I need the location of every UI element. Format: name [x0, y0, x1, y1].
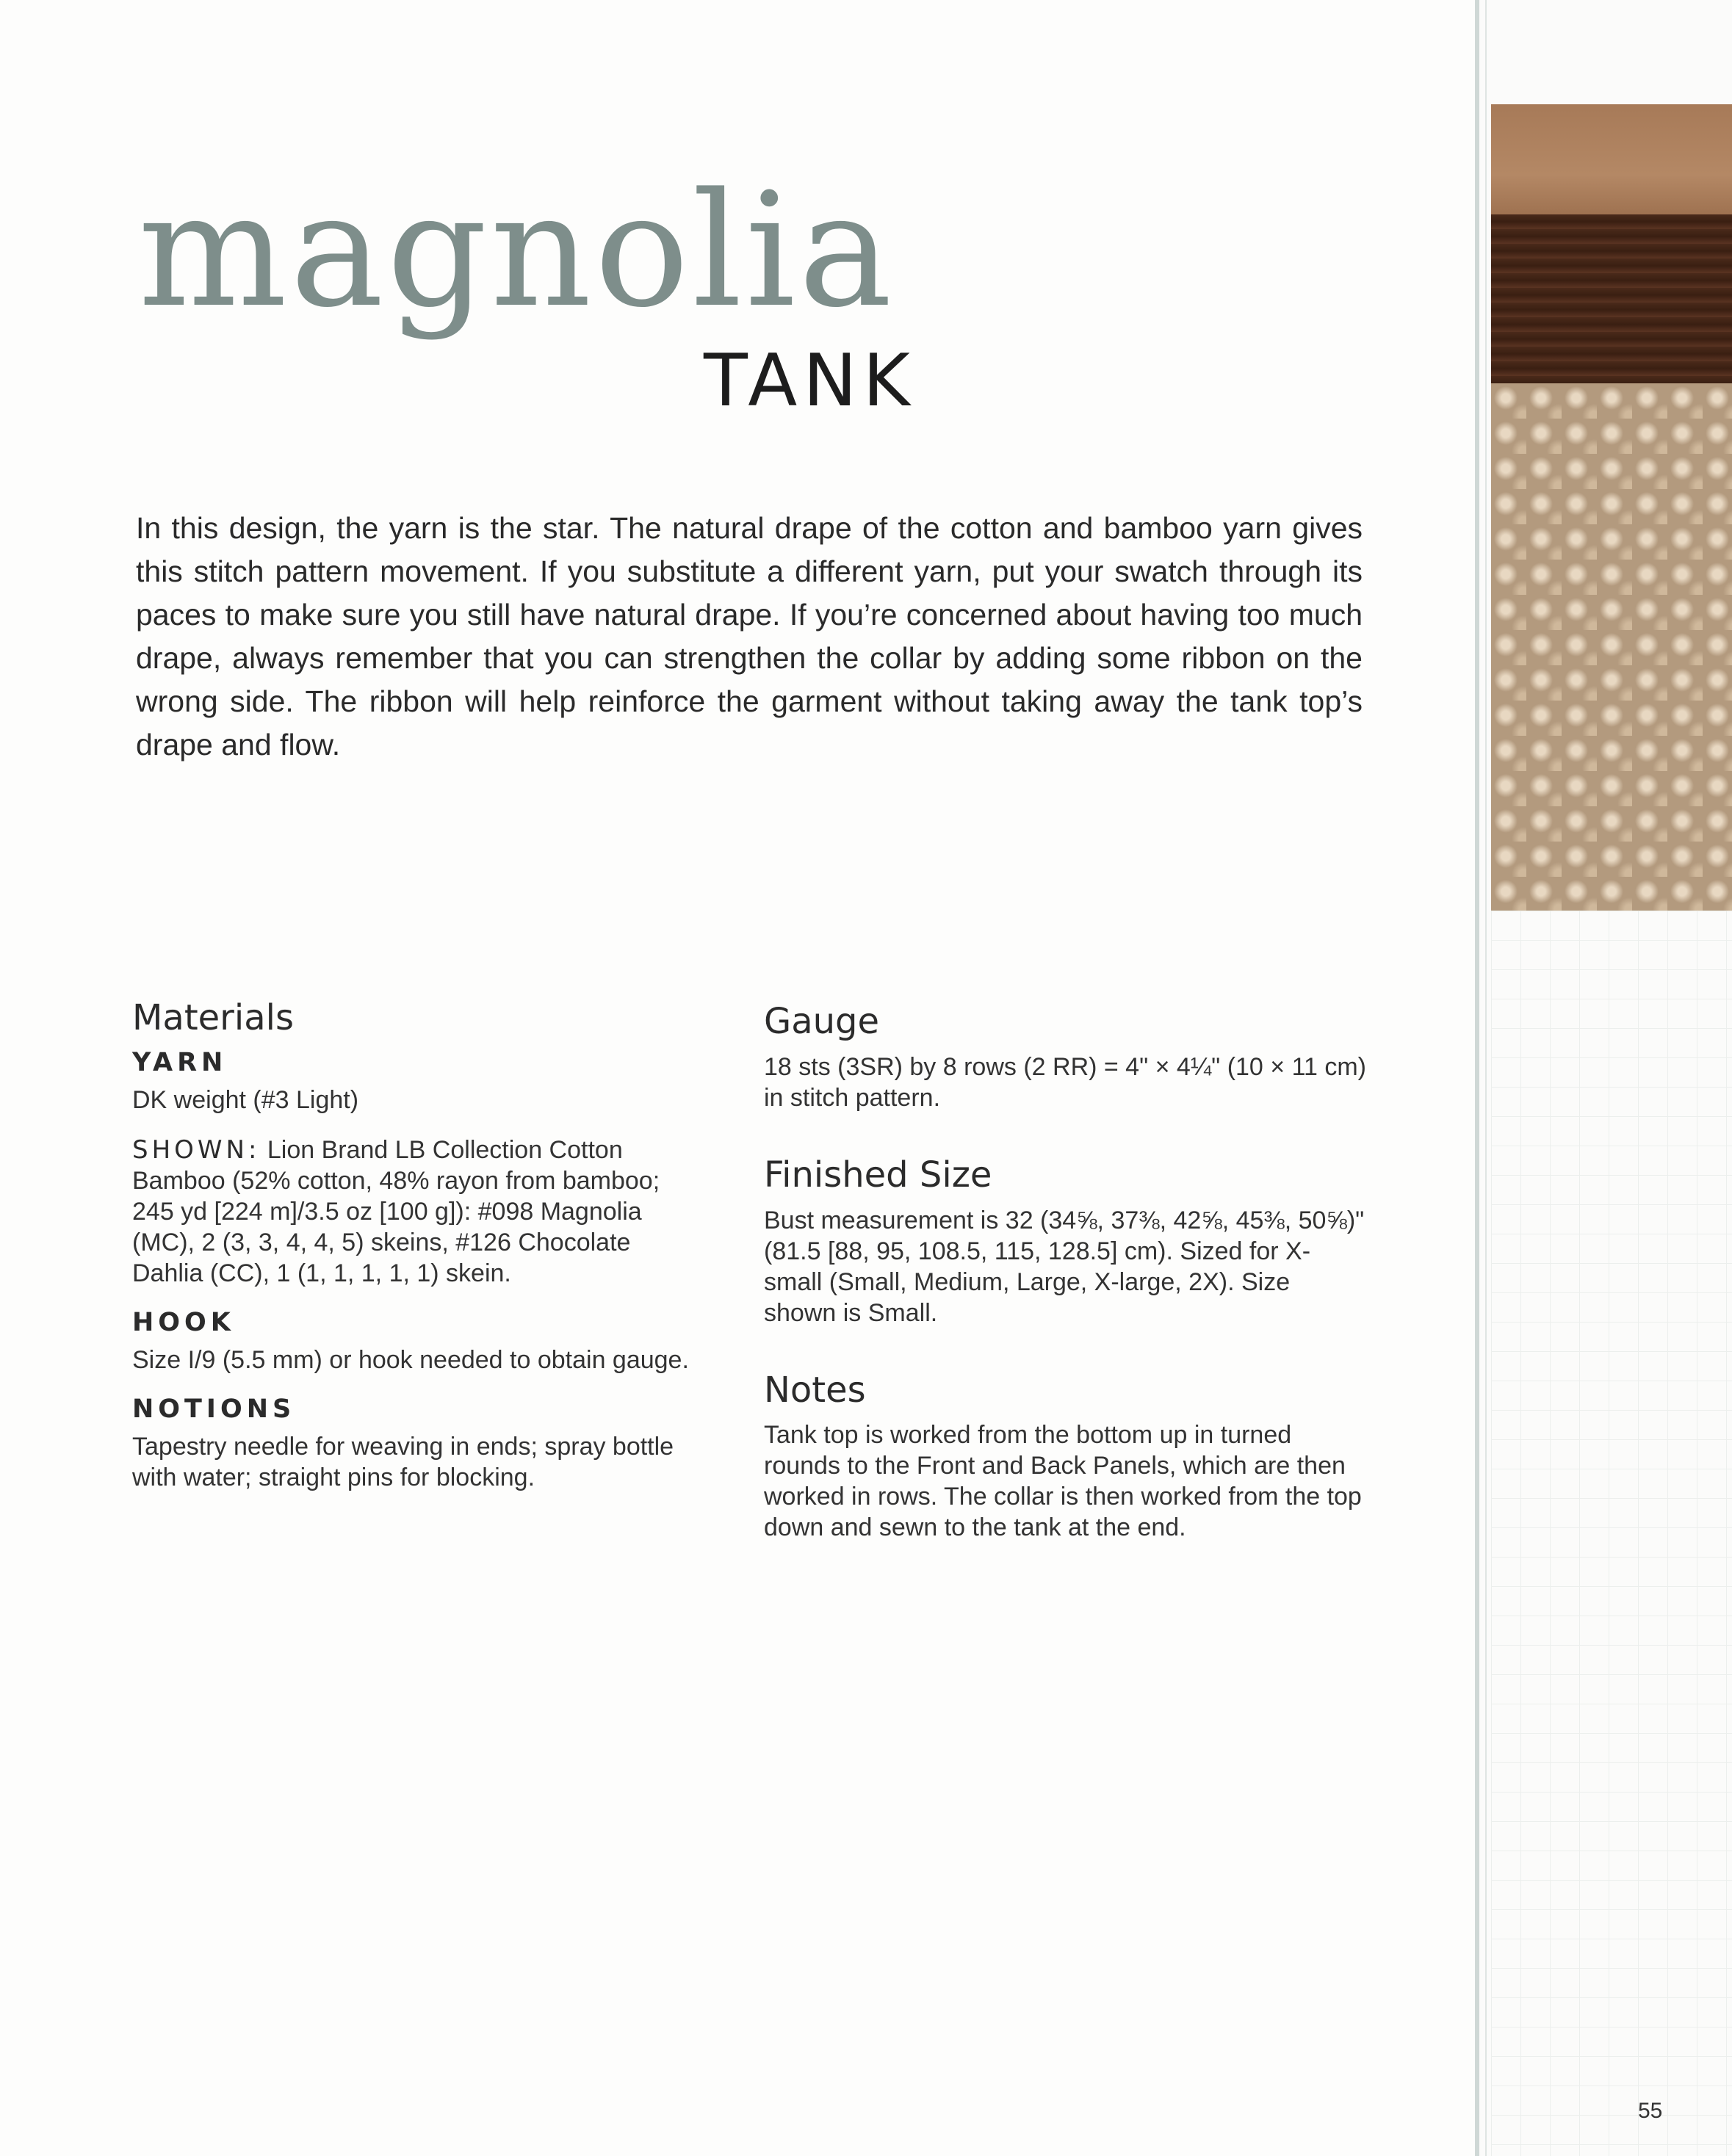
page-gutter — [1475, 0, 1479, 2156]
finished-size-heading: Finished Size — [764, 1154, 992, 1195]
page-number: 55 — [1638, 2099, 1663, 2123]
notes-section — [764, 1371, 1366, 1544]
title-sub: TANK — [704, 339, 916, 423]
shown-text: Lion Brand LB Collection Cotton Bamboo (52% cotton, 48% rayon from bamboo; 245 yd [224 m]/3.5 oz [100 g]): #098 Magnolia (MC), 2 (3, 3, 4, 4, 5) skeins, #126 Chocolate Dahlia (CC), 1 (1, 1, 1, 1, 1) skein. — [132, 1135, 660, 1287]
notions-label: NOTIONS — [132, 1394, 296, 1424]
title-main: magnolia — [138, 159, 895, 342]
photo-knit-texture — [1491, 383, 1732, 911]
yarn-label: YARN — [132, 1047, 228, 1077]
gauge-section — [764, 1002, 1366, 1113]
gauge-heading: Gauge — [764, 1001, 880, 1042]
tank-photo — [1491, 104, 1732, 911]
hook-label: HOOK — [132, 1307, 235, 1337]
shown-paragraph — [132, 1135, 705, 1289]
page-gutter-line — [1485, 0, 1487, 2156]
materials-column — [132, 999, 705, 1512]
finished-size-section — [764, 1156, 1366, 1328]
specs-column — [764, 1002, 1366, 1585]
materials-heading: Materials — [132, 997, 295, 1038]
hook-text: Size I/9 (5.5 mm) or hook needed to obtain gauge. — [132, 1345, 689, 1374]
grid-background — [1491, 911, 1732, 2156]
notions-text: Tapestry needle for weaving in ends; spray bottle with water; straight pins for blocking. — [132, 1432, 674, 1491]
notes-heading: Notes — [764, 1369, 866, 1411]
shown-label: SHOWN: — [132, 1135, 261, 1165]
yarn-text: DK weight (#3 Light) — [132, 1085, 359, 1114]
finished-size-text: Bust measurement is 32 (34⅝, 37⅜, 42⅝, 45⅜, 50⅝)" (81.5 [88, 95, 108.5, 115, 128.5] cm). Sized for X-small (Small, Medium, Large, X-large, 2X). Size shown is Small. — [764, 1206, 1365, 1327]
photo-collar — [1491, 214, 1732, 383]
gauge-text: 18 sts (3SR) by 8 rows (2 RR) = 4" × 4¼" (10 × 11 cm) in stitch pattern. — [764, 1052, 1366, 1112]
photo-skin — [1491, 104, 1732, 222]
notes-text: Tank top is worked from the bottom up in turned rounds to the Front and Back Panels, which are then worked in rows. The collar is then worked from the top down and sewn to the tank at the end. — [764, 1421, 1362, 1542]
intro-paragraph: In this design, the yarn is the star. The natural drape of the cotton and bamboo yarn gives this stitch pattern movement. If you substitute a different yarn, put your swatch through its paces to make sure you still have natural drape. If you’re concerned about having too much drape, always remember that you can strengthen the collar by adding some ribbon on the wrong side. The ribbon will help reinforce the garment without taking away the tank top’s drape and flow. — [136, 511, 1363, 762]
